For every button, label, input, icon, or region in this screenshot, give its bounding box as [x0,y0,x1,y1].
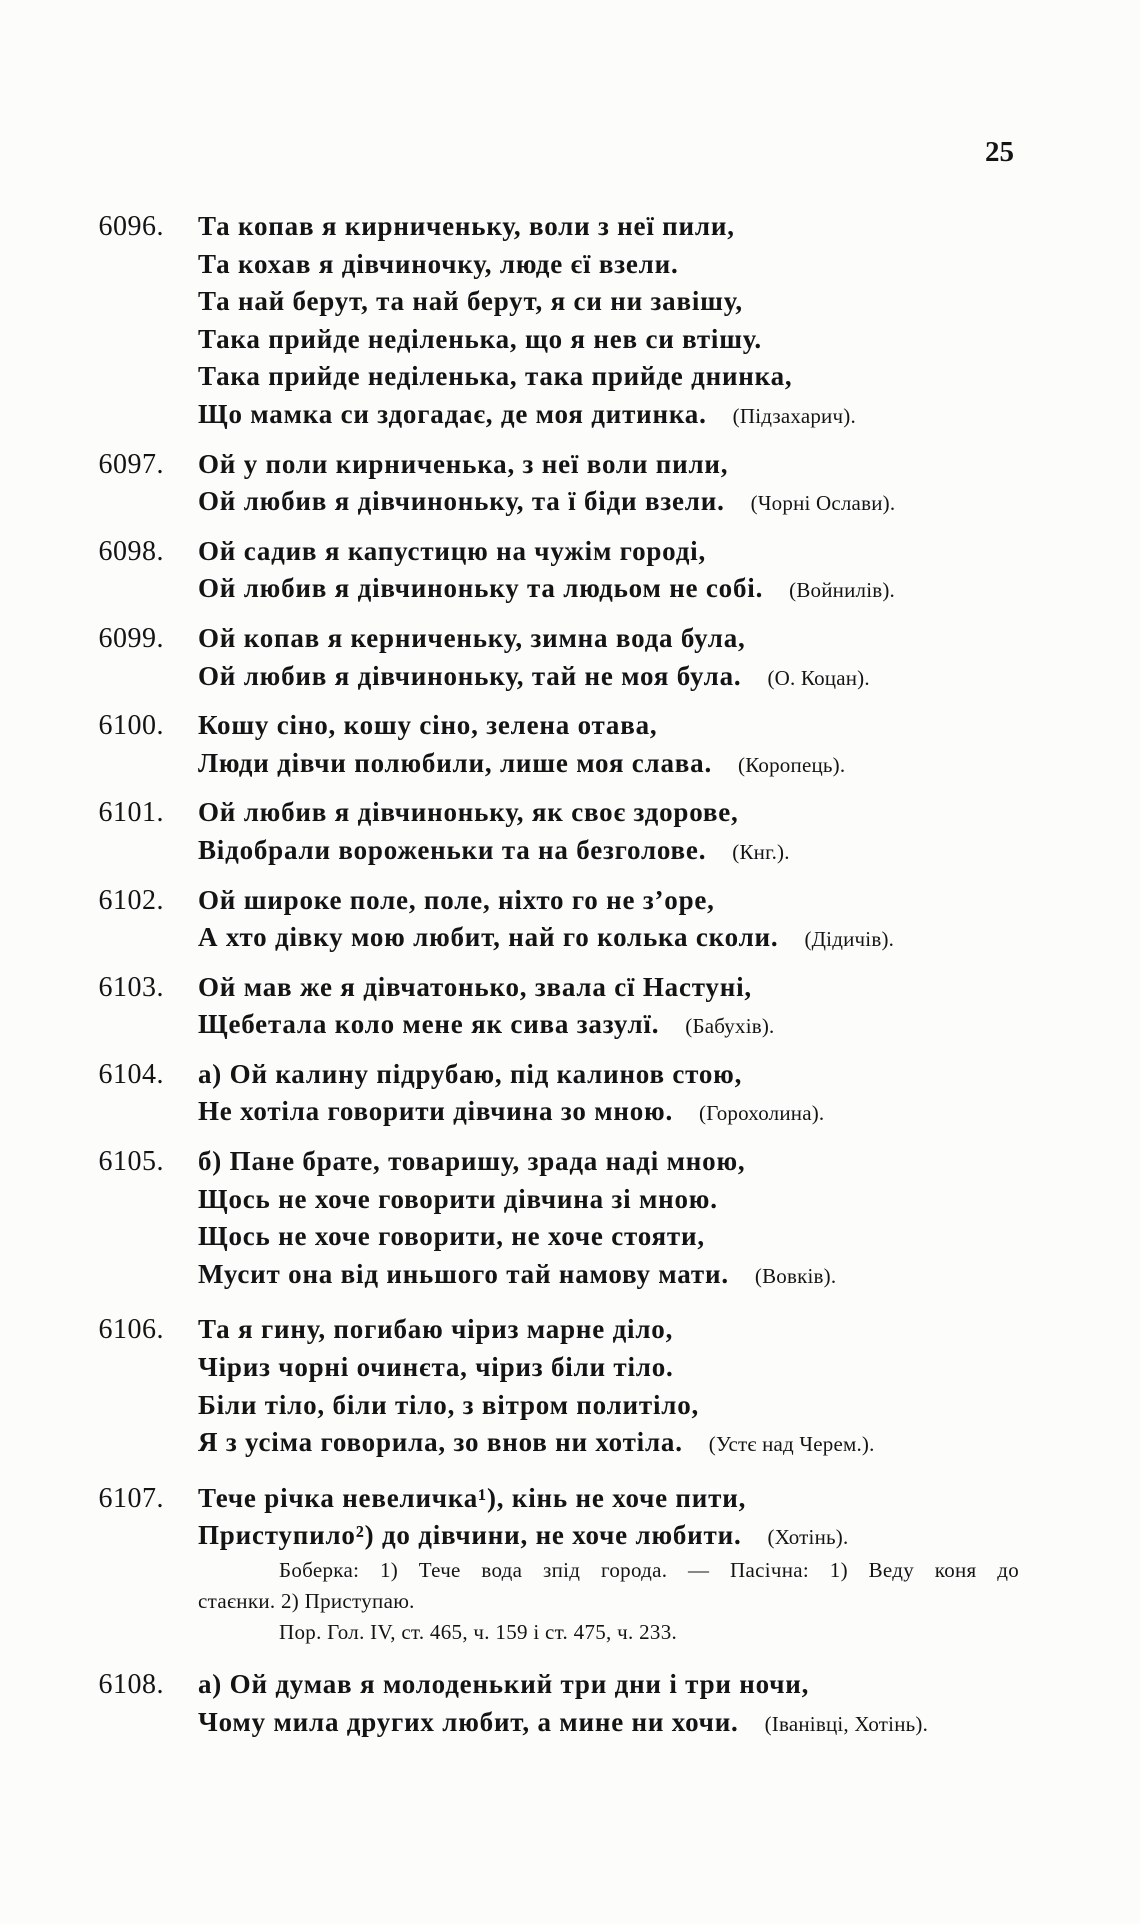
source-attribution: (Войнилів). [789,578,896,603]
verse-text: Ой копав я керниченьку, зимна вода була, [198,622,746,653]
verse-line [198,1143,1140,1181]
song-entry [0,1056,1140,1131]
verse-line [198,1181,1140,1219]
verse-lines [198,1056,1140,1131]
verse-line [198,1704,1140,1742]
verse-line [198,794,1140,832]
verse-text: Та копав я кирниченьку, воли з неї пили, [198,211,735,241]
verse-text: а) Ой калину підрубаю, під калинов стою, [198,1058,743,1089]
verse-text: Біли тіло, біли тіло, з вітром политіло, [198,1389,700,1420]
source-attribution: (Горохолина). [699,1101,825,1126]
verse-text: Ой садив я капустицю на чужім городі, [198,535,707,566]
song-number: 6101. [98,797,164,829]
song-entry [0,882,1140,957]
song-entry [0,1143,1140,1293]
verse-text: А хто дівку мою любит, най го колька сколи. [198,922,779,953]
song-number: 6104. [98,1058,164,1090]
song-entry [0,620,1140,695]
verse-lines [198,969,1140,1044]
verse-line [198,1424,1140,1462]
verse-text: Тече річка невеличка¹), кінь не хоче пити, [198,1482,747,1513]
verse-text: Чіриз чорні очинєта, чіриз біли тіло. [198,1352,674,1383]
verse-text: а) Ой думав я молоденький три дни і три ночи, [198,1669,810,1699]
verse-line [198,1666,1140,1704]
verse-line [198,1006,1140,1044]
verse-text: Ой мав же я дівчатонько, звала сї Настуні, [198,971,752,1002]
verse-line [198,832,1140,870]
verse-lines [198,1143,1140,1293]
verse-text: Відобрали вороженьки та на безголове. [198,834,707,865]
song-number: 6100. [98,710,164,742]
source-attribution: (Коропець). [738,752,846,777]
source-attribution: (Іванівці, Хотінь). [764,1711,929,1736]
verse-text: Ой широке поле, поле, ніхто го не з’оре, [198,884,715,915]
verse-lines [198,1311,1140,1461]
verse-line [198,882,1140,920]
verse-line [198,1093,1140,1131]
song-entry [0,208,1140,434]
source-attribution: (Вовків). [754,1263,837,1288]
verse-line [198,396,1140,434]
verse-text: Щось не хоче говорити дівчина зі мною. [198,1183,718,1214]
verse-lines [198,533,1140,608]
verse-text: Кошу сіно, кошу сіно, зелена отава, [198,710,658,741]
verse-lines [198,794,1140,869]
verse-text: Щебетала коло мене як сива зазулї. [198,1009,660,1040]
verse-text: Та я гину, погибаю чіриз марне діло, [198,1314,674,1345]
song-entry [0,1666,1140,1741]
verse-text: Не хотіла говорити дівчина зо мною. [198,1096,674,1127]
song-list [0,208,1140,1741]
song-number: 6105. [98,1146,164,1178]
verse-text: Щось не хоче говорити, не хоче стояти, [198,1221,705,1252]
song-number: 6098. [98,535,164,567]
song-number: 6106. [98,1314,164,1346]
footnote-line: Пор. Гол. IV, ст. 465, ч. 159 і ст. 475, ч. 233. [279,1620,678,1644]
source-attribution: (Бабухів). [685,1014,775,1039]
verse-lines [198,1480,1140,1648]
source-attribution: (О. Коцан). [767,665,870,690]
verse-text: Та най берут, та най берут, я си ни завішу, [198,286,743,317]
song-number: 6097. [98,448,164,480]
source-attribution: (Дідичів). [804,927,895,952]
song-number: 6099. [98,622,164,654]
verse-text: Ой любив я дівчиноньку, та ї біди взели. [198,486,725,517]
verse-text: Що мамка си здогадає, де моя дитинка. [198,398,707,429]
verse-text: Ой у поли кирниченька, з неї воли пили, [198,448,729,479]
verse-line [198,658,1140,696]
verse-line [198,1311,1140,1349]
verse-line [198,1218,1140,1256]
verse-text: Ой любив я дівчиноньку та людьом не собі. [198,573,764,604]
footnotes [198,1555,1140,1648]
verse-line [198,1349,1140,1387]
verse-line [198,1480,1140,1518]
song-number: 6107. [98,1482,164,1514]
source-attribution: (Хотінь). [767,1525,849,1550]
verse-line [198,1256,1140,1294]
verse-line [198,246,1140,284]
verse-line [198,707,1140,745]
verse-line [198,358,1140,396]
verse-text: Та кохав я дівчиночку, люде єї взели. [198,248,679,279]
source-attribution: (Устє над Черем.). [708,1432,875,1457]
verse-lines [198,208,1140,434]
song-number: 6096. [98,211,164,242]
verse-text: Приступило²) до дівчини, не хоче любити. [198,1520,742,1551]
verse-line [198,745,1140,783]
verse-lines [198,882,1140,957]
verse-line [198,620,1140,658]
verse-text: Люди дівчи полюбили, лише моя слава. [198,747,713,778]
source-attribution: (Чорні Ослави). [750,491,896,516]
song-entry [0,446,1140,521]
verse-lines [198,1666,1140,1741]
verse-lines [198,446,1140,521]
verse-lines [198,707,1140,782]
song-entry [0,969,1140,1044]
song-entry [0,533,1140,608]
verse-line [198,1387,1140,1425]
verse-text: Така прийде неділенька, що я нев си втішу. [198,323,762,354]
page-number: 25 [985,136,1014,168]
song-entry [0,1311,1140,1461]
verse-text: Ой любив я дівчиноньку, як своє здорове, [198,797,739,828]
verse-text: Ой любив я дівчиноньку, тай не моя була. [198,660,742,691]
verse-text: Така прийде неділенька, така прийде днинка, [198,361,793,392]
verse-text: б) Пане брате, товаришу, зрада наді мною, [198,1146,746,1177]
footnote-line: Боберка: 1) Тече вода зпід города. — Пасічна: 1) Веду коня до [279,1558,1019,1582]
verse-line [198,208,1140,246]
verse-line [198,919,1140,957]
verse-line [198,570,1140,608]
verse-line [198,969,1140,1007]
verse-line [198,1517,1140,1555]
verse-lines [198,620,1140,695]
verse-line [198,1056,1140,1094]
verse-text: Чому мила других любит, а мине ни хочи. [198,1706,739,1737]
source-attribution: (Підзахарич). [732,403,856,428]
song-number: 6102. [98,884,164,916]
song-number: 6108. [98,1669,164,1700]
source-attribution: (Кнг.). [732,839,790,864]
verse-text: Я з усіма говорила, зо внов ни хотіла. [198,1427,683,1458]
footnote-line: стаєнки. 2) Приступаю. [198,1589,415,1613]
song-entry [0,794,1140,869]
verse-line [198,446,1140,484]
song-entry [0,707,1140,782]
song-entry [0,1480,1140,1648]
song-number: 6103. [98,971,164,1003]
verse-line [198,321,1140,359]
verse-text: Мусит она від иньшого тай намову мати. [198,1258,729,1289]
verse-line [198,283,1140,321]
verse-line [198,483,1140,521]
verse-line [198,533,1140,571]
